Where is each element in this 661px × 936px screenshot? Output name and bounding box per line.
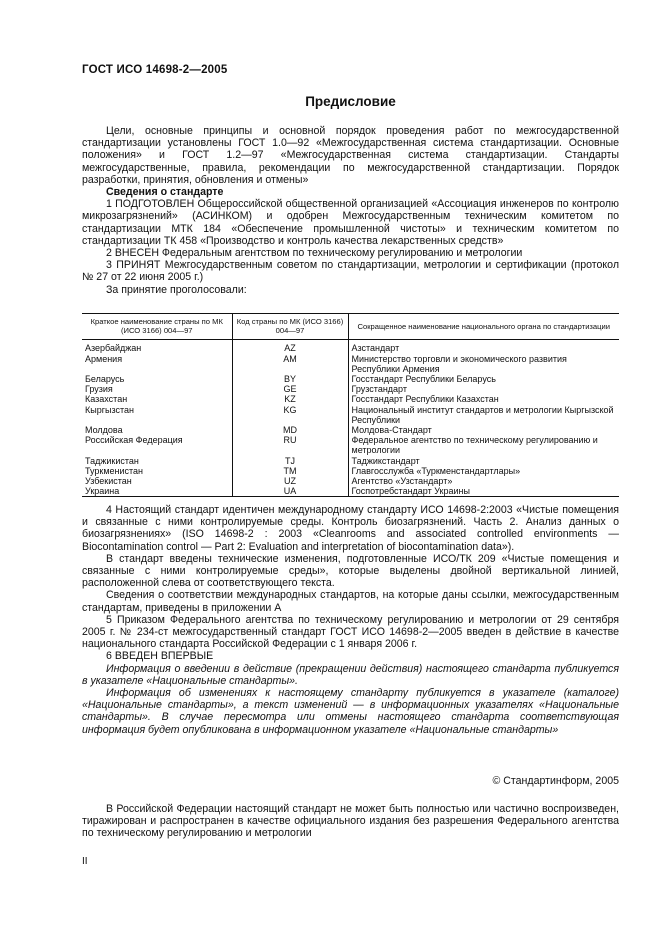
cell-country: Молдова [85,425,123,436]
cell-organ: Азстандарт [348,340,619,354]
item-4: 4 Настоящий стандарт идентичен международному стандарту ИСО 14698-2:2003 «Чистые помещения и связанные с ними контролируемые среды. Контроль биозагрязнений. Часть 2. Анализ данных о биозагрязнениях» (ISO 14698-2 : 2003 «Cleanrooms and associated controlled environments — Biocontamination control — Part 2: Evaluation and interpretation of biocontamination data»). [82,504,619,553]
foreword-body-continued [82,504,619,736]
cell-code: TM [232,466,348,476]
item-4-references: Сведения о соответствии международных стандартов, на которые даны ссылки, межгосударственным стандартам, приведены в приложении А [82,589,619,614]
countries-table [82,313,619,497]
cell-organ: Молдова-Стандарт [348,425,619,435]
cell-organ: Главгосслужба «Туркменстандартлары» [348,466,619,476]
table-row [82,340,619,354]
page-number: II [82,856,88,867]
table-row [82,486,619,497]
cell-organ: Федеральное агентство по техническому регулированию и метрологии [348,435,619,455]
table-row [82,394,619,404]
cell-code: RU [232,435,348,455]
cell-country: Беларусь [85,374,125,385]
col-header-code: Код страны по МК (ИСО 3166) 004—97 [232,314,348,340]
item-6: 6 ВВЕДЕН ВПЕРВЫЕ [106,650,214,663]
page-title: Предисловие [305,94,396,109]
table-row [82,476,619,486]
cell-country: Российская Федерация [85,435,183,446]
cell-organ: Госстандарт Республики Казахстан [348,394,619,404]
table-row [82,425,619,435]
item-4-changes: В стандарт введены технические изменения, подготовленные ИСО/ТК 209 «Чистые помещения и связанные с ними контролируемые среды», которые выделены двойной вертикальной линией, расположенной слева от соответствующего текста. [82,552,619,590]
item-1: 1 ПОДГОТОВЛЕН Общероссийской общественной организацией «Ассоциация инженеров по контролю микрозагрязнений» (АСИНКОМ) и одобрен Межгосударственным техническим комитетом по стандартизации МТК 184 «Обеспечение промышленной чистоты» и техническим комитетом по стандартизации ТК 458 «Производство и контроль качества лекарственных средств» [82,198,619,247]
table-row [82,466,619,476]
reproduction-notice-text: В Российской Федерации настоящий стандарт не может быть полностью или частично воспроизведен, тиражирован и распространен в качестве официального издания без разрешения Федерального агентства по техническому регулированию и метрологии [82,803,619,840]
cell-country: Украина [85,486,120,497]
cell-country: Туркменистан [85,465,144,476]
cell-country: Грузия [85,384,113,395]
table-row [82,374,619,384]
info-heading: Сведения о стандарте [106,186,224,199]
table-row [82,405,619,425]
table-row [82,456,619,466]
cell-code: GE [232,384,348,394]
table-row [82,354,619,374]
cell-organ: Госпотребстандарт Украины [348,486,619,497]
table-row [82,435,619,455]
info-notice-1: Информация о введении в действие (прекращении действия) настоящего стандарта публикуется в указателе «Национальные стандарты». [82,662,619,687]
cell-organ: Министерство торговли и экономического развития Республики Армения [348,354,619,374]
cell-code: UZ [232,476,348,486]
standard-header: ГОСТ ИСО 14698-2—2005 [82,64,228,76]
col-header-country: Краткое наименование страны по МК (ИСО 3166) 004—97 [82,314,232,340]
cell-code: TJ [232,456,348,466]
cell-code: UA [232,486,348,497]
cell-country: Кыргызстан [85,404,134,415]
item-2: 2 ВНЕСЕН Федеральным агентством по техническому регулированию и метрологии [106,247,523,260]
item-3: 3 ПРИНЯТ Межгосударственным советом по стандартизации, метрологии и сертификации (протокол № 27 от 22 июня 2005 г.) [82,259,619,284]
cell-code: KZ [232,394,348,404]
cell-country: Таджикистан [85,455,139,466]
cell-country: Узбекистан [85,476,132,487]
cell-organ: Агентство «Узстандарт» [348,476,619,486]
intro-paragraph: Цели, основные принципы и основной порядок проведения работ по межгосударственной стандартизации установлены ГОСТ 1.0—92 «Межгосударственная система стандартизации. Основные положения» и ГОСТ 1.2—97 «Межгосударственная система стандартизации. Стандарты межгосударственные, правила, рекомендации по межгосударственной стандартизации. Порядок разработки, принятия, обновления и отмены» [82,125,619,186]
cell-country: Армения [85,353,123,364]
cell-organ: Госстандарт Республики Беларусь [348,374,619,384]
foreword-body [82,125,619,296]
cell-country: Азербайджан [85,343,142,354]
vote-line: За принятие проголосовали: [106,283,247,296]
cell-country: Казахстан [85,394,128,405]
cell-code: AZ [232,340,348,354]
table-row [82,384,619,394]
cell-code: KG [232,405,348,425]
cell-code: BY [232,374,348,384]
copyright-line: © Стандартинформ, 2005 [492,775,619,787]
cell-organ: Грузстандарт [348,384,619,394]
cell-organ: Таджикстандарт [348,456,619,466]
cell-code: MD [232,425,348,435]
reproduction-notice [82,803,619,840]
cell-organ: Национальный институт стандартов и метрологии Кыргызской Республики [348,405,619,425]
info-notice-2: Информация об изменениях к настоящему стандарту публикуется в указателе (каталоге) «Национальные стандарты», а текст изменений — в информационных указателях «Национальные стандарты». В случае пересмотра или отмены настоящего стандарта соответствующая информация будет опубликована в информационном указателе «Национальные стандарты» [82,687,619,736]
col-header-organ: Сокращенное наименование национального органа по стандартизации [348,314,619,340]
item-5: 5 Приказом Федерального агентства по техническому регулированию и метрологии от 29 сентября 2005 г. № 234-ст межгосударственный стандарт ГОСТ ИСО 14698-2—2005 введен в действие в качестве национального стандарта Российской Федерации с 1 января 2006 г. [82,613,619,651]
cell-code: AM [232,354,348,374]
